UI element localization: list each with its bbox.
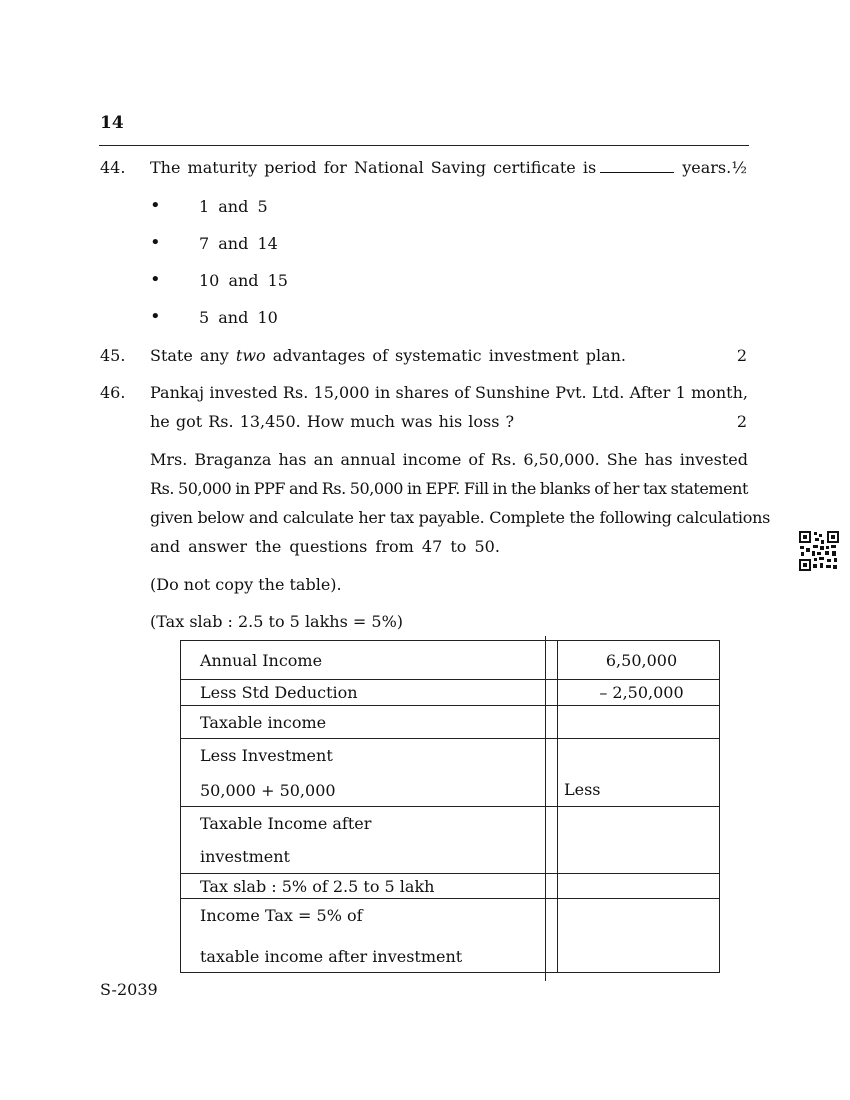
page-number: 14 bbox=[100, 113, 124, 133]
table-row bbox=[181, 706, 720, 739]
question-45-marks: 2 bbox=[736, 346, 747, 365]
question-44-text-before: The maturity period for National Saving certificate is bbox=[150, 158, 597, 177]
row-value: – 2,50,000 bbox=[558, 680, 720, 706]
option-2: 7 and 14 bbox=[199, 234, 278, 253]
question-44-marks: ½ bbox=[731, 158, 747, 177]
row-label-line-1: Taxable Income after bbox=[200, 814, 372, 833]
passage-line-3: given below and calculate her tax payable. Complete the following calculations bbox=[150, 508, 770, 527]
row-label-cell bbox=[181, 739, 558, 807]
footer-code: S-2039 bbox=[100, 980, 158, 999]
header-rule bbox=[99, 145, 749, 146]
row-label-line-1: Income Tax = 5% of bbox=[200, 905, 363, 925]
row-label-line-2: 50,000 + 50,000 bbox=[200, 780, 336, 800]
question-46-marks: 2 bbox=[736, 412, 747, 431]
question-45-text bbox=[150, 346, 748, 366]
table-column-divider bbox=[545, 636, 546, 981]
bullet-icon: • bbox=[150, 306, 161, 327]
qr-code-icon bbox=[799, 531, 839, 571]
question-45-number: 45. bbox=[100, 346, 126, 365]
row-label-line-2: investment bbox=[200, 847, 290, 866]
row-value-blank bbox=[558, 899, 720, 973]
bullet-icon: • bbox=[150, 232, 161, 253]
question-46-line-2: he got Rs. 13,450. How much was his loss ? bbox=[150, 412, 515, 431]
question-44-text bbox=[150, 158, 748, 178]
row-value-blank bbox=[558, 874, 720, 899]
table-row bbox=[181, 739, 720, 807]
passage-line-4: and answer the questions from 47 to 50. bbox=[150, 537, 500, 556]
bullet-icon: • bbox=[150, 195, 161, 216]
table-row bbox=[181, 641, 720, 680]
question-45-emphasis: two bbox=[235, 346, 266, 365]
row-value-blank bbox=[558, 807, 720, 874]
question-44-number: 44. bbox=[100, 158, 126, 177]
table-row bbox=[181, 680, 720, 706]
question-46-line-1: Pankaj invested Rs. 15,000 in shares of Sunshine Pvt. Ltd. After 1 month, bbox=[150, 383, 748, 402]
row-label: Taxable income bbox=[181, 706, 558, 739]
table-row bbox=[181, 874, 720, 899]
row-label-cell bbox=[181, 899, 558, 973]
row-label: Annual Income bbox=[181, 641, 558, 680]
question-44-text-after: years. bbox=[682, 158, 732, 177]
option-3: 10 and 15 bbox=[199, 271, 288, 290]
row-value-blank bbox=[558, 706, 720, 739]
table-row bbox=[181, 899, 720, 973]
row-label: Less Std Deduction bbox=[181, 680, 558, 706]
row-label: Tax slab : 5% of 2.5 to 5 lakh bbox=[181, 874, 558, 899]
tax-statement-table bbox=[180, 640, 720, 973]
row-label-line-1: Less Investment bbox=[200, 745, 333, 765]
option-1: 1 and 5 bbox=[199, 197, 268, 216]
option-4: 5 and 10 bbox=[199, 308, 278, 327]
passage-line-1: Mrs. Braganza has an annual income of Rs. 6,50,000. She has invested bbox=[150, 450, 748, 469]
question-45-text-pre: State any bbox=[150, 346, 229, 365]
row-value: 6,50,000 bbox=[558, 641, 720, 680]
tax-slab-note: (Tax slab : 2.5 to 5 lakhs = 5%) bbox=[150, 612, 404, 631]
passage-note: (Do not copy the table). bbox=[150, 575, 342, 594]
passage-line-2: Rs. 50,000 in PPF and Rs. 50,000 in EPF. Fill in the blanks of her tax statement bbox=[150, 479, 748, 498]
question-45-text-post: advantages of systematic investment plan. bbox=[272, 346, 627, 365]
bullet-icon: • bbox=[150, 269, 161, 290]
table-row bbox=[181, 807, 720, 874]
answer-blank bbox=[600, 160, 674, 173]
row-label-cell bbox=[181, 807, 558, 874]
question-46-number: 46. bbox=[100, 383, 126, 402]
row-value: Less bbox=[558, 739, 720, 807]
row-label-line-2: taxable income after investment bbox=[200, 946, 463, 966]
